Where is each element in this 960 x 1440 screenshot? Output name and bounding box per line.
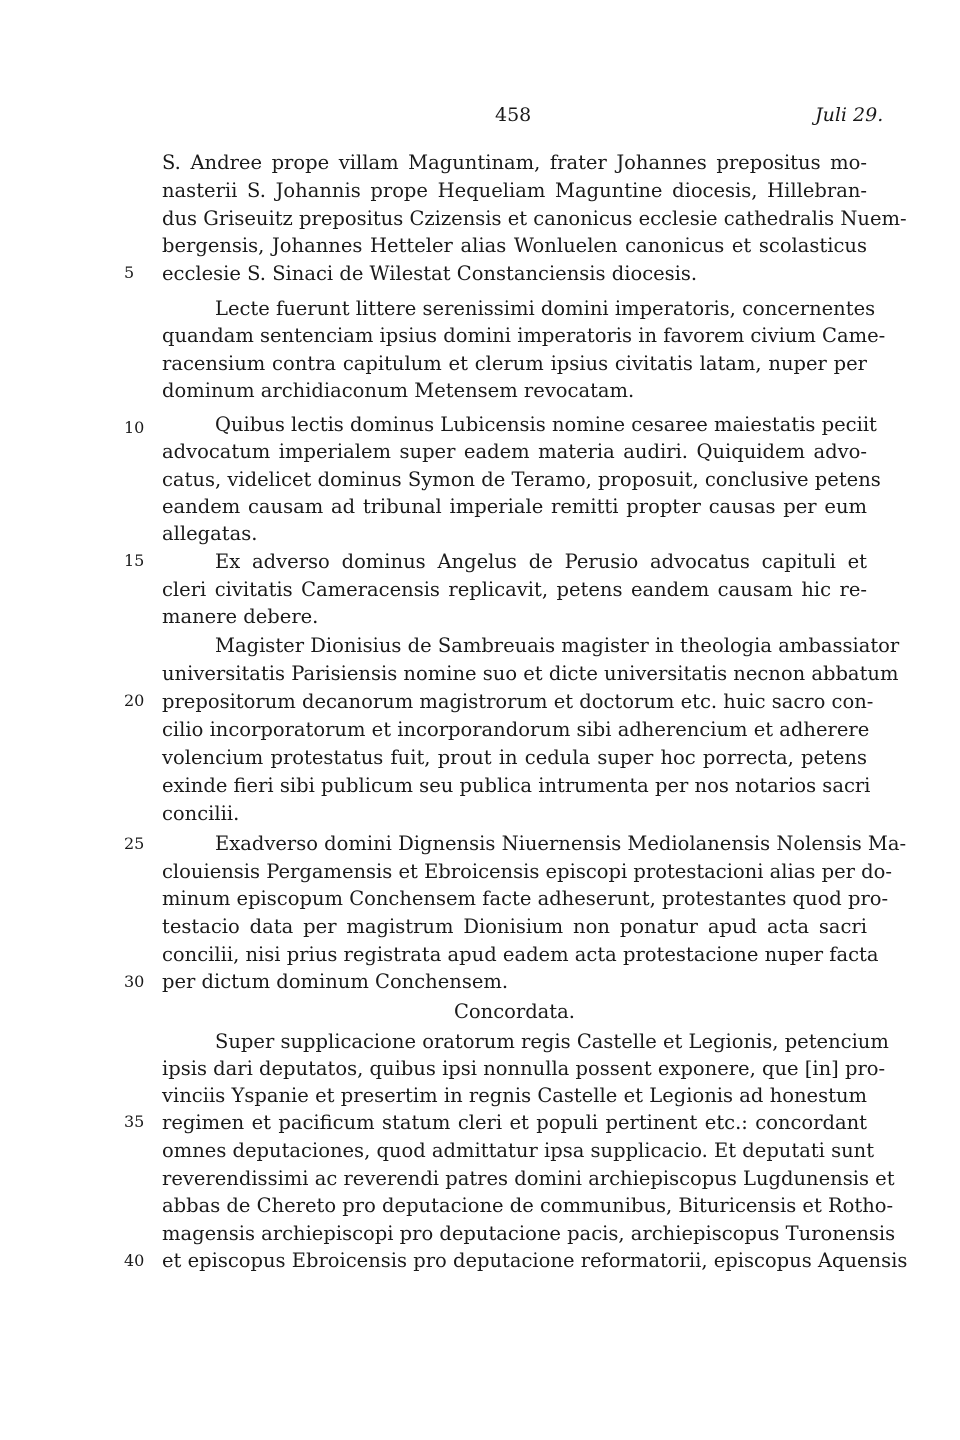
text-line: concilii, nisi prius registrata apud eadem acta protestacione nuper facta	[162, 943, 879, 966]
text-line: cleri civitatis Cameracensis replicavit, petens eandem causam hic re-	[162, 578, 867, 601]
text-line: advocatum imperialem super eadem materia audiri. Quiquidem advo-	[162, 440, 867, 463]
text-line: Super supplicacione oratorum regis Castelle et Legionis, petencium	[215, 1030, 889, 1053]
line-number-30: 30	[124, 972, 145, 991]
text-line: dus Griseuitz prepositus Czizensis et canonicus ecclesie cathedralis Nuem-	[162, 207, 907, 230]
running-head: Juli 29.	[815, 104, 884, 126]
text-line: reverendissimi ac reverendi patres domini archiepiscopus Lugdunensis et	[162, 1167, 895, 1190]
text-line: universitatis Parisiensis nomine suo et dicte universitatis necnon abbatum	[162, 662, 899, 685]
text-line: omnes deputaciones, quod admittatur ipsa supplicacio. Et deputati sunt	[162, 1139, 875, 1162]
text-line: nasterii S. Johannis prope Hequeliam Maguntine diocesis, Hillebran-	[162, 179, 867, 202]
text-line: concilii.	[162, 802, 240, 825]
text-line: prepositorum decanorum magistrorum et doctorum etc. huic sacro con-	[162, 690, 874, 713]
text-line: racensium contra capitulum et clerum ipsius civitatis latam, nuper per	[162, 352, 867, 375]
text-line: eandem causam ad tribunal imperiale remitti propter causas per eum	[162, 495, 867, 518]
text-line: Ex adverso dominus Angelus de Perusio advocatus capituli et	[215, 550, 867, 573]
line-number-10: 10	[124, 418, 145, 437]
text-line: bergensis, Johannes Hetteler alias Wonluelen canonicus et scolasticus	[162, 234, 867, 257]
text-line: Quibus lectis dominus Lubicensis nomine cesaree maiestatis peciit	[215, 413, 877, 436]
text-line: magensis archiepiscopi pro deputacione pacis, archiepiscopus Turonensis	[162, 1222, 896, 1245]
text-line: vinciis Yspanie et presertim in regnis Castelle et Legionis ad honestum	[162, 1084, 867, 1107]
text-line: quandam sentenciam ipsius domini imperatoris in favorem civium Came-	[162, 324, 886, 347]
text-line: et episcopus Ebroicensis pro deputacione reformatorii, episcopus Aquensis	[162, 1249, 908, 1272]
text-line: S. Andree prope villam Maguntinam, frater Johannes prepositus mo-	[162, 151, 867, 174]
text-line: cilio incorporatorum et incorporandorum sibi adherencium et adherere	[162, 718, 870, 741]
text-line: testacio data per magistrum Dionisium non ponatur apud acta sacri	[162, 915, 867, 938]
text-line: catus, videlicet dominus Symon de Teramo, proposuit, conclusive petens	[162, 468, 881, 491]
text-line: dominum archidiaconum Metensem revocatam.	[162, 379, 635, 402]
text-line: ecclesie S. Sinaci de Wilestat Constanciensis diocesis.	[162, 262, 698, 285]
text-line: exinde fieri sibi publicum seu publica intrumenta per nos notarios sacri	[162, 774, 871, 797]
text-line: volencium protestatus fuit, prout in cedula super hoc porrecta, petens	[162, 746, 867, 769]
text-line: Magister Dionisius de Sambreuais magister in theologia ambassiator	[215, 634, 900, 657]
text-line: abbas de Chereto pro deputacione de communibus, Bituricensis et Rotho-	[162, 1194, 894, 1217]
line-number-15: 15	[124, 551, 145, 570]
line-number-20: 20	[124, 691, 145, 710]
text-line: per dictum dominum Conchensem.	[162, 970, 509, 993]
text-line: ipsis dari deputatos, quibus ipsi nonnulla possent exponere, que [in] pro-	[162, 1057, 886, 1080]
text-line: minum episcopum Conchensem facte adheserunt, protestantes quod pro-	[162, 887, 889, 910]
text-line: Exadverso domini Dignensis Niuernensis Mediolanensis Nolensis Ma-	[215, 832, 907, 855]
text-line: allegatas.	[162, 522, 258, 545]
text-line: clouiensis Pergamensis et Ebroicensis episcopi protestacioni alias per do-	[162, 860, 892, 883]
text-line: manere debere.	[162, 605, 319, 628]
line-number-35: 35	[124, 1112, 145, 1131]
line-number-5: 5	[124, 263, 135, 282]
line-number-25: 25	[124, 834, 145, 853]
section-heading: Concordata.	[454, 1000, 575, 1023]
page-number: 458	[495, 104, 532, 126]
text-line: regimen et pacificum statum cleri et populi pertinent etc.: concordant	[162, 1111, 867, 1134]
line-number-40: 40	[124, 1251, 145, 1270]
text-line: Lecte fuerunt littere serenissimi domini imperatoris, concernentes	[215, 297, 876, 320]
